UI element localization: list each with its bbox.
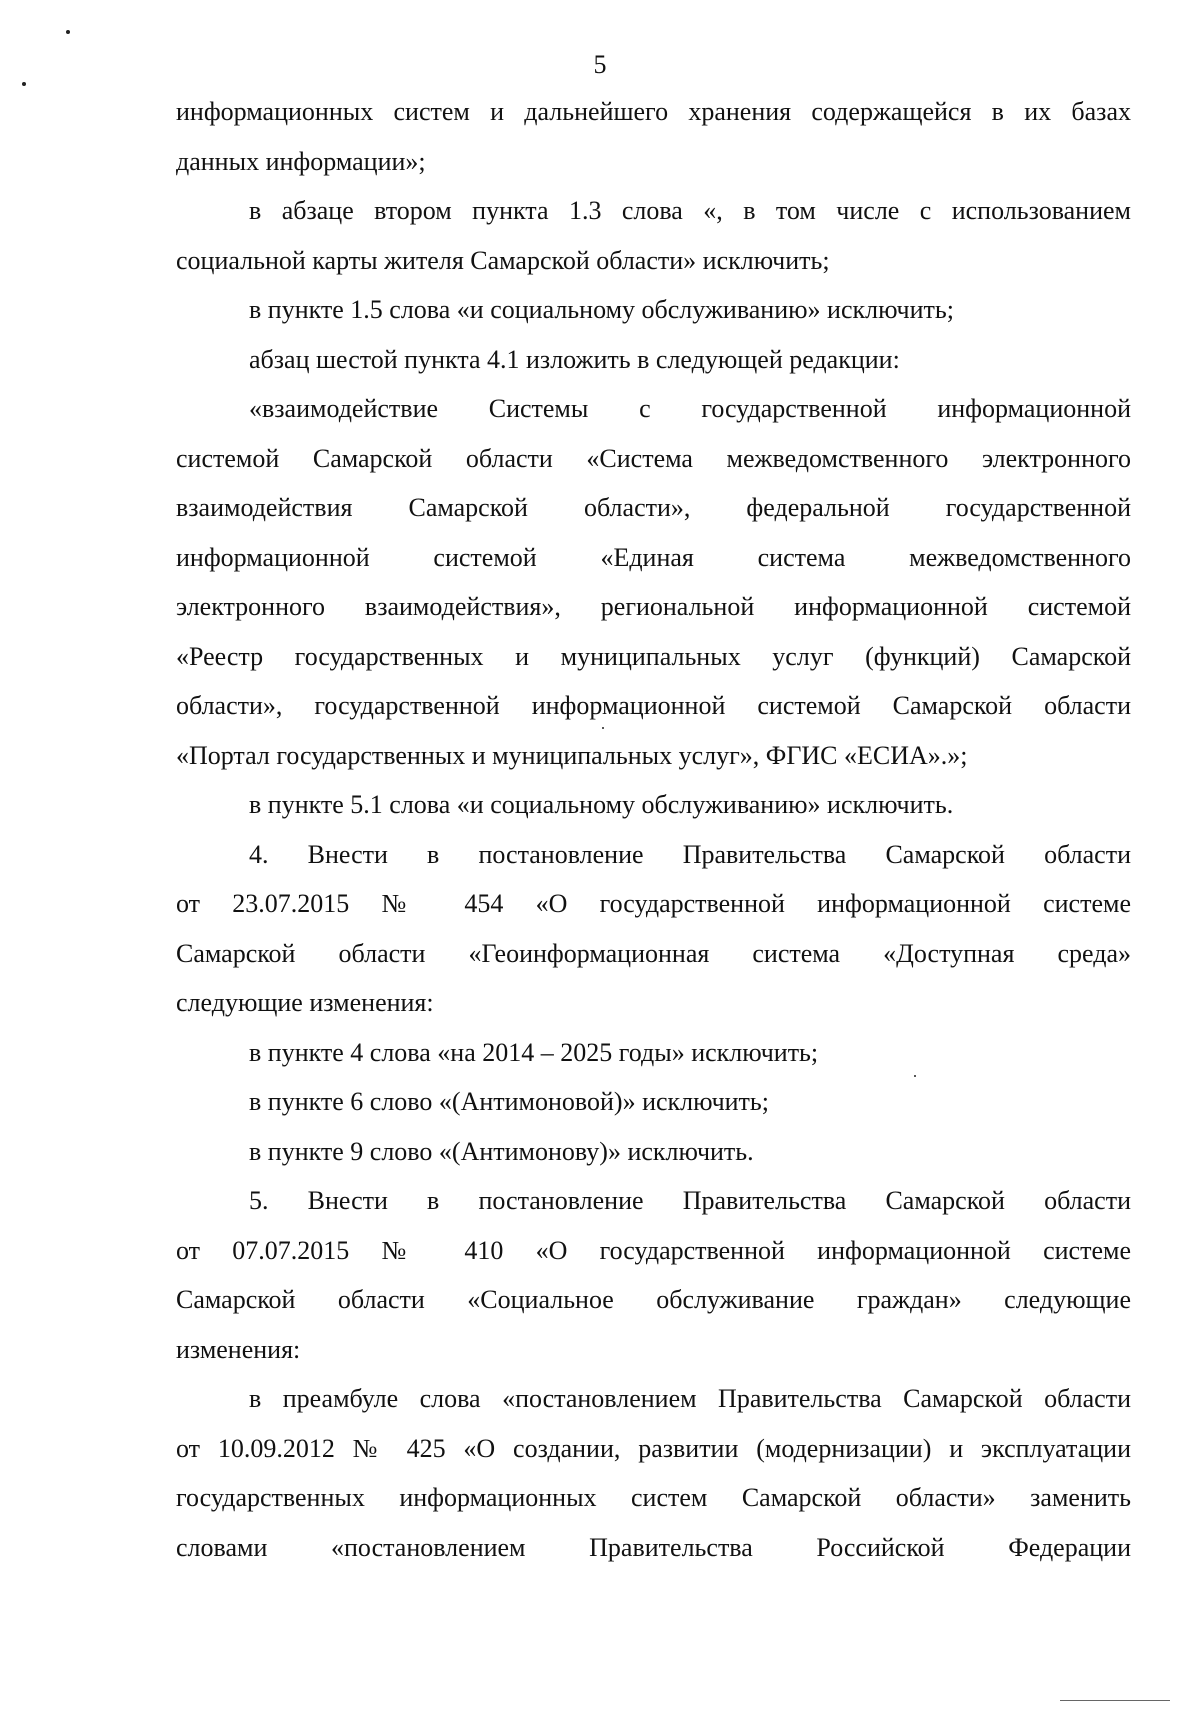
text-line: системой Самарской области «Система межведомственного электронного xyxy=(176,443,1131,473)
text-line: от 10.09.2012 № 425 «О создании, развитии (модернизации) и эксплуатации xyxy=(176,1433,1131,1463)
text-line: «Реестр государственных и муниципальных услуг (функций) Самарской xyxy=(176,641,1131,671)
scan-speck xyxy=(66,30,70,34)
page-number: 5 xyxy=(593,50,607,79)
text-line: следующие изменения: xyxy=(176,988,434,1017)
text-line: в пункте 1.5 слова «и социальному обслуживанию» исключить; xyxy=(249,295,954,324)
text-line: 4. Внести в постановление Правительства Самарской области xyxy=(249,839,1131,869)
text-line: «взаимодействие Системы с государственной информационной xyxy=(249,394,1131,423)
text-line: абзац шестой пункта 4.1 изложить в следующей редакции: xyxy=(249,344,900,374)
text-line: Самарской области «Геоинформационная система «Доступная среда» xyxy=(176,938,1131,968)
text-line: государственных информационных систем Самарской области» заменить xyxy=(176,1483,1131,1512)
scan-speck xyxy=(22,82,26,86)
text-line: от 07.07.2015 № 410 «О государственной информационной системе xyxy=(176,1235,1131,1265)
document-body xyxy=(176,87,1131,1572)
text-line: в абзаце втором пункта 1.3 слова «, в том числе с использованием xyxy=(249,196,1131,225)
text-line: информационной системой «Единая система межведомственного xyxy=(176,542,1131,572)
text-line: в пункте 9 слово «(Антимонову)» исключить. xyxy=(249,1136,754,1166)
text-line: Самарской области «Социальное обслуживание граждан» следующие xyxy=(176,1285,1131,1314)
text-line: взаимодействия Самарской области», федеральной государственной xyxy=(176,493,1131,522)
text-line: от 23.07.2015 № 454 «О государственной информационной системе xyxy=(176,889,1131,918)
text-line: в преамбуле слова «постановлением Правительства Самарской области xyxy=(249,1384,1131,1413)
text-line: в пункте 6 слово «(Антимоновой)» исключить; xyxy=(249,1087,769,1116)
text-line: изменения: xyxy=(176,1334,301,1364)
text-line: «Портал государственных и муниципальных услуг», ФГИС «ЕСИА».»; xyxy=(176,740,968,770)
text-line: социальной карты жителя Самарской области» исключить; xyxy=(176,245,830,275)
text-line: информационных систем и дальнейшего хранения содержащейся в их базах xyxy=(176,97,1131,126)
text-line: в пункте 4 слова «на 2014 – 2025 годы» исключить; xyxy=(249,1037,819,1067)
text-line: словами «постановлением Правительства Российской Федерации xyxy=(176,1532,1131,1562)
text-line: электронного взаимодействия», региональной информационной системой xyxy=(176,592,1131,621)
text-line: области», государственной информационной системой Самарской области xyxy=(176,691,1131,720)
text-line: в пункте 5.1 слова «и социальному обслуживанию» исключить. xyxy=(249,790,954,819)
scan-edge-line xyxy=(1060,1700,1170,1701)
text-line: данных информации»; xyxy=(176,146,426,176)
text-line: 5. Внести в постановление Правительства Самарской области xyxy=(249,1186,1131,1215)
